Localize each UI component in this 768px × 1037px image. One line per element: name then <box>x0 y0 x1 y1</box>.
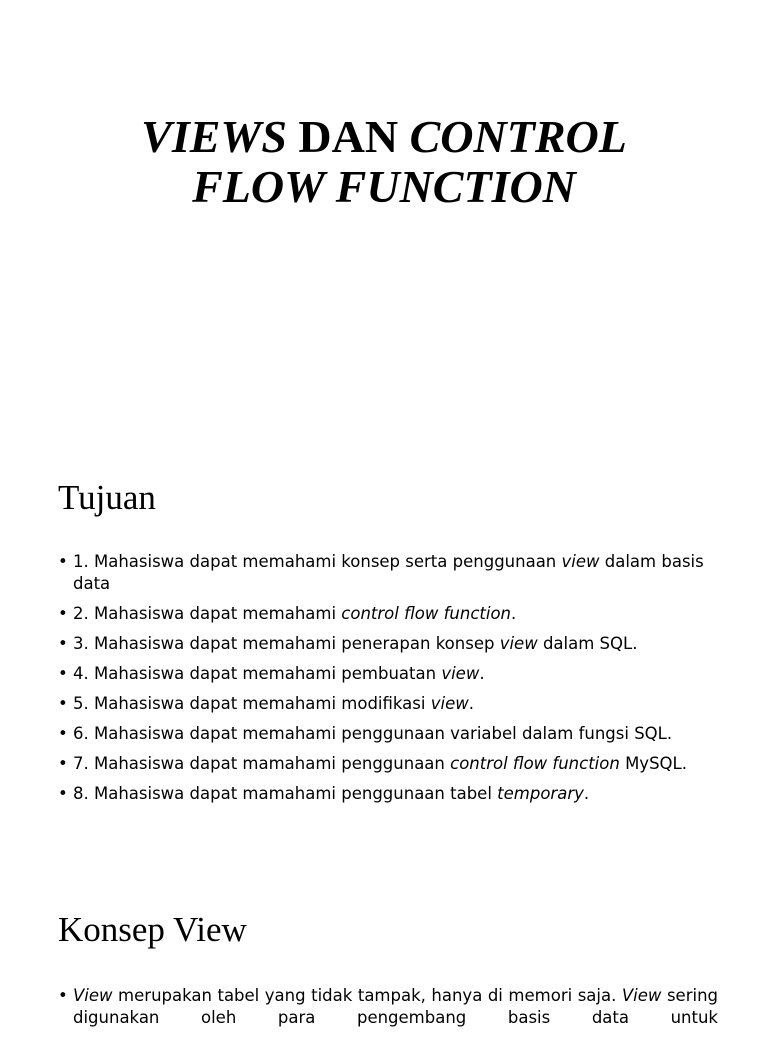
item-text-end: sering digunakan oleh para pengembang basis data untuk <box>73 986 718 1027</box>
title-control: CONTROL <box>409 111 627 162</box>
list-item <box>58 551 718 595</box>
item-text: 6. Mahasiswa dapat memahami penggunaan variabel dalam fungsi SQL. <box>73 724 673 743</box>
item-emphasis: view <box>430 694 469 713</box>
bullet-icon: • <box>58 634 68 653</box>
item-emphasis: View <box>73 986 113 1005</box>
list-item <box>58 985 718 1029</box>
title-line-2 <box>0 162 768 212</box>
item-text: 1. Mahasiswa dapat memahami konsep serta penggunaan <box>73 552 562 571</box>
item-emphasis: control flow function <box>341 604 511 623</box>
title-dan: DAN <box>286 111 410 162</box>
list-item <box>58 663 718 685</box>
item-text: 7. Mahasiswa dapat mamahami penggunaan <box>73 754 451 773</box>
item-text-end: dalam basis data <box>73 552 704 593</box>
section-heading-konsep-view: Konsep View <box>58 910 247 949</box>
list-item <box>58 633 718 655</box>
item-text-end: . <box>583 784 590 803</box>
item-emphasis-2: View <box>621 986 662 1005</box>
item-emphasis: control flow function <box>450 754 620 773</box>
section-heading-tujuan: Tujuan <box>58 478 156 517</box>
list-item <box>58 723 718 745</box>
tujuan-list <box>58 551 718 813</box>
bullet-icon: • <box>58 552 68 571</box>
list-item <box>58 753 718 775</box>
konsep-list <box>58 985 718 1037</box>
bullet-icon: • <box>58 664 68 683</box>
title-flow-function: FLOW FUNCTION <box>192 161 576 212</box>
item-text: 3. Mahasiswa dapat memahami penerapan konsep <box>73 634 500 653</box>
item-text: 2. Mahasiswa dapat memahami <box>73 604 342 623</box>
list-item <box>58 693 718 715</box>
bullet-icon: • <box>58 724 68 743</box>
item-emphasis: view <box>561 552 600 571</box>
title-line-1 <box>0 112 768 162</box>
item-text: 4. Mahasiswa dapat memahami pembuatan <box>73 664 442 683</box>
list-item <box>58 603 718 625</box>
item-emphasis: view <box>441 664 480 683</box>
title-views: VIEWS <box>141 111 287 162</box>
page-title <box>0 112 768 212</box>
item-text: 8. Mahasiswa dapat mamahami penggunaan tabel <box>73 784 498 803</box>
bullet-icon: • <box>58 986 68 1005</box>
bullet-icon: • <box>58 784 68 803</box>
item-text-end: dalam SQL. <box>537 634 638 653</box>
list-item <box>58 783 718 805</box>
item-emphasis: view <box>499 634 538 653</box>
title-slide <box>0 0 768 430</box>
item-text-end: . <box>468 694 474 713</box>
item-text-end: . <box>479 664 485 683</box>
bullet-icon: • <box>58 694 68 713</box>
item-text-end: MySQL. <box>619 754 687 773</box>
item-emphasis: temporary <box>497 784 584 803</box>
item-text: 5. Mahasiswa dapat memahami modifikasi <box>73 694 431 713</box>
bullet-icon: • <box>58 754 68 773</box>
item-text: merupakan tabel yang tidak tampak, hanya di memori saja. <box>112 986 622 1005</box>
bullet-icon: • <box>58 604 68 623</box>
item-text-end: . <box>511 604 517 623</box>
